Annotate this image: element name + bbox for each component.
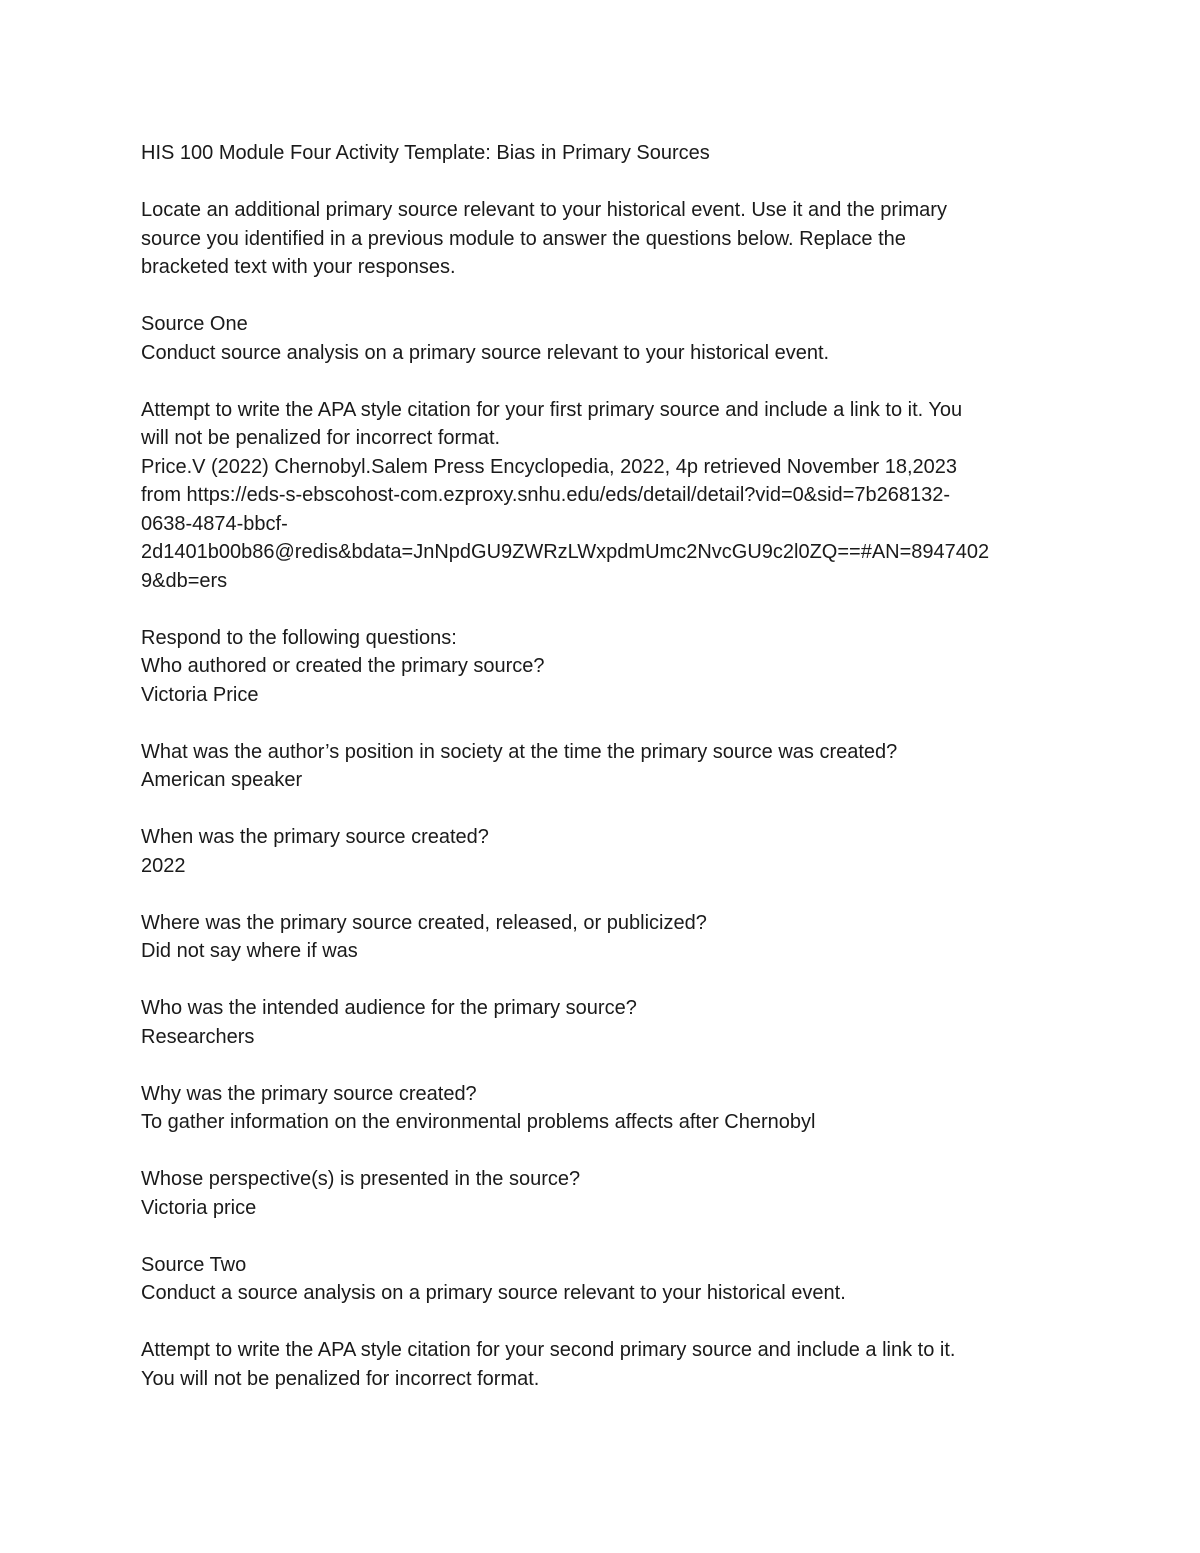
answer-text: To gather information on the environmental problems affects after Chernobyl	[141, 1111, 816, 1133]
citation-line: 0638-4874-bbcf-	[141, 512, 288, 535]
blank-line	[141, 1051, 1071, 1080]
source-one-citation-prompt	[141, 396, 1071, 453]
question-text: What was the author’s position in society at the time the primary source was created?	[141, 740, 898, 763]
source-two-instruction: Conduct a source analysis on a primary source relevant to your historical event.	[141, 1282, 846, 1304]
qa-item	[141, 823, 1071, 880]
intro-line: Locate an additional primary source relevant to your historical event. Use it and the primary	[141, 199, 947, 221]
qa-item	[141, 652, 1071, 709]
blank-line	[141, 795, 1071, 824]
answer-text: 2022	[141, 854, 186, 877]
question-text: Why was the primary source created?	[141, 1082, 477, 1105]
blank-line	[141, 1308, 1071, 1337]
qa-item	[141, 1165, 1071, 1222]
document-title: HIS 100 Module Four Activity Template: Bias in Primary Sources	[141, 142, 710, 164]
answer-text: American speaker	[141, 769, 303, 791]
question-text: When was the primary source created?	[141, 826, 489, 848]
citation-prompt-line: Attempt to write the APA style citation for your first primary source and include a link to it. You	[141, 398, 963, 421]
source-two-heading: Source Two	[141, 1253, 247, 1276]
source-one-heading: Source One	[141, 313, 248, 335]
intro-line: source you identified in a previous module to answer the questions below. Replace the	[141, 227, 906, 250]
citation-prompt-line: You will not be penalized for incorrect format.	[141, 1367, 540, 1390]
citation-prompt-line: will not be penalized for incorrect format.	[141, 427, 501, 449]
blank-line	[141, 282, 1071, 311]
question-text: Where was the primary source created, released, or publicized?	[141, 911, 707, 934]
answer-text: Did not say where if was	[141, 940, 358, 962]
citation-line: from https://eds-s-ebscohost-com.ezproxy.snhu.edu/eds/detail/detail?vid=0&sid=7b268132-	[141, 484, 950, 506]
qa-item	[141, 1080, 1071, 1137]
question-text: Who was the intended audience for the primary source?	[141, 997, 637, 1019]
blank-line	[141, 709, 1071, 738]
question-text: Who authored or created the primary source?	[141, 655, 545, 677]
qa-item	[141, 994, 1071, 1051]
citation-line: 2d1401b00b86@redis&bdata=JnNpdGU9ZWRzLWxpdmUmc2NvcGU9c2l0ZQ==#AN=8947402	[141, 541, 990, 563]
qa-item	[141, 738, 1071, 795]
blank-line	[141, 595, 1071, 624]
blank-line	[141, 367, 1071, 396]
blank-line	[141, 966, 1071, 995]
qa-item	[141, 909, 1071, 966]
questions-intro: Respond to the following questions:	[141, 626, 457, 649]
blank-line	[141, 1222, 1071, 1251]
citation-prompt-line: Attempt to write the APA style citation for your second primary source and include a link to it.	[141, 1339, 956, 1361]
source-one-citation	[141, 453, 1071, 596]
citation-line: 9&db=ers	[141, 569, 228, 592]
answer-text: Victoria Price	[141, 683, 259, 706]
document-body	[141, 139, 1071, 1393]
source-one-instruction: Conduct source analysis on a primary source relevant to your historical event.	[141, 341, 830, 364]
citation-line: Price.V (2022) Chernobyl.Salem Press Encyclopedia, 2022, 4p retrieved November 18,2023	[141, 455, 957, 478]
intro-paragraph	[141, 196, 1071, 282]
question-text: Whose perspective(s) is presented in the source?	[141, 1168, 581, 1190]
answer-text: Researchers	[141, 1025, 255, 1048]
intro-line: bracketed text with your responses.	[141, 256, 456, 278]
blank-line	[141, 880, 1071, 909]
source-two-citation-prompt	[141, 1336, 1071, 1393]
blank-line	[141, 168, 1071, 197]
blank-line	[141, 1137, 1071, 1166]
answer-text: Victoria price	[141, 1196, 257, 1219]
